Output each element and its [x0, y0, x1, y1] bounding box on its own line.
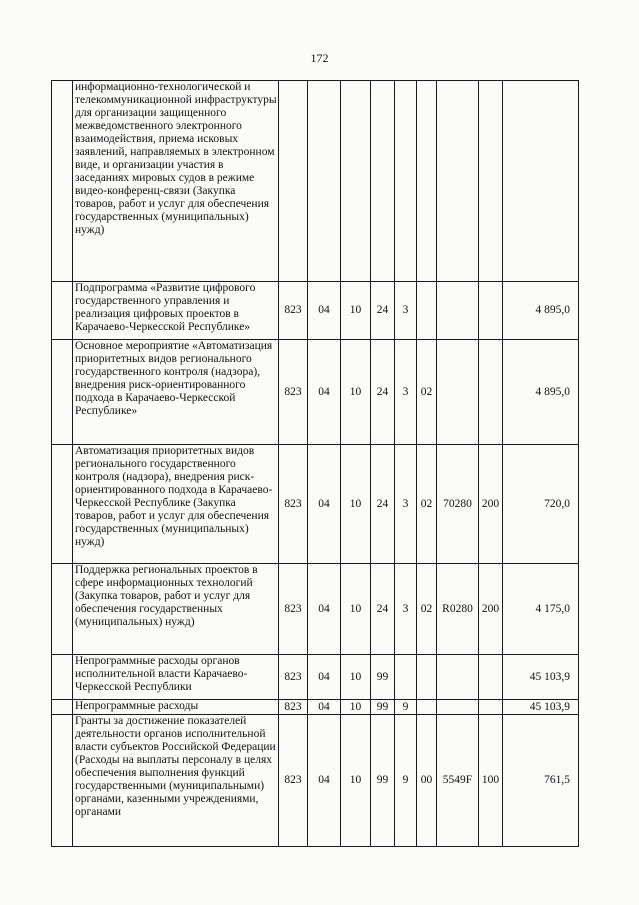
subsection-code-cell: 10 — [341, 715, 371, 847]
item-name-cell: Непрограммные расходы — [73, 700, 279, 715]
row-number-cell — [52, 655, 73, 700]
amount-cell: 761,5 — [503, 715, 579, 847]
budget-table — [51, 80, 579, 847]
subprogram-code-cell: 3 — [395, 340, 417, 445]
expense-type-cell: 200 — [479, 445, 503, 564]
expense-type-cell: 100 — [479, 715, 503, 847]
ministry-code-cell: 823 — [279, 282, 308, 340]
subsection-code-cell: 10 — [341, 340, 371, 445]
subprogram-code-cell: 9 — [395, 700, 417, 715]
expense-type-cell — [479, 655, 503, 700]
subprogram-code-cell: 3 — [395, 445, 417, 564]
table-row — [52, 564, 579, 655]
table-row — [52, 700, 579, 715]
direction-code-cell: 5549F — [437, 715, 479, 847]
section-code-cell: 04 — [308, 715, 341, 847]
event-code-cell — [417, 282, 437, 340]
item-name-cell: Подпрограмма «Развитие цифрового государственного управления и реализация цифровых проектов в Карачаево-Черкесской Республике» — [73, 282, 279, 340]
amount-cell: 45 103,9 — [503, 655, 579, 700]
direction-code-cell: R0280 — [437, 564, 479, 655]
page-number: 172 — [310, 51, 329, 65]
section-code-cell: 04 — [308, 655, 341, 700]
direction-code-cell — [437, 700, 479, 715]
row-number-cell — [52, 340, 73, 445]
subprogram-code-cell: 3 — [395, 282, 417, 340]
direction-code-cell — [437, 340, 479, 445]
program-code-cell: 24 — [371, 340, 395, 445]
program-code-cell: 99 — [371, 655, 395, 700]
program-code-cell — [371, 81, 395, 282]
section-code-cell: 04 — [308, 700, 341, 715]
subsection-code-cell — [341, 81, 371, 282]
program-code-cell: 99 — [371, 715, 395, 847]
event-code-cell: 02 — [417, 445, 437, 564]
amount-cell: 4 895,0 — [503, 340, 579, 445]
ministry-code-cell: 823 — [279, 340, 308, 445]
direction-code-cell — [437, 81, 479, 282]
item-name-cell: Поддержка региональных проектов в сфере информационных технологий (Закупка товаров, работ и услуг для обеспечения государственных (муниципальных) нужд) — [73, 564, 279, 655]
program-code-cell: 24 — [371, 564, 395, 655]
subprogram-code-cell — [395, 655, 417, 700]
table-row — [52, 445, 579, 564]
program-code-cell: 24 — [371, 445, 395, 564]
row-number-cell — [52, 700, 73, 715]
direction-code-cell — [437, 655, 479, 700]
section-code-cell: 04 — [308, 282, 341, 340]
section-code-cell — [308, 81, 341, 282]
subprogram-code-cell: 9 — [395, 715, 417, 847]
expense-type-cell: 200 — [479, 564, 503, 655]
subsection-code-cell: 10 — [341, 700, 371, 715]
program-code-cell: 99 — [371, 700, 395, 715]
subsection-code-cell: 10 — [341, 445, 371, 564]
row-number-cell — [52, 81, 73, 282]
table-row — [52, 81, 579, 282]
subsection-code-cell: 10 — [341, 655, 371, 700]
amount-cell: 720,0 — [503, 445, 579, 564]
row-number-cell — [52, 715, 73, 847]
item-name-cell: информационно-технологической и телекоммуникационной инфраструктуры для организации защищенного межведомственного электронного взаимодействия, приема исковых заявлений, направляемых в электронном виде, и организации участия в заседаниях мировых судов в режиме видео-конференц-связи (Закупка товаров, работ и услуг для обеспечения государственных (муниципальных) нужд) — [73, 81, 279, 282]
section-code-cell: 04 — [308, 445, 341, 564]
ministry-code-cell — [279, 81, 308, 282]
direction-code-cell — [437, 282, 479, 340]
section-code-cell: 04 — [308, 340, 341, 445]
ministry-code-cell: 823 — [279, 655, 308, 700]
event-code-cell: 02 — [417, 340, 437, 445]
expense-type-cell — [479, 282, 503, 340]
ministry-code-cell: 823 — [279, 564, 308, 655]
item-name-cell: Основное мероприятие «Автоматизация приоритетных видов регионального государственного контроля (надзора), внедрения риск-ориентированного подхода в Карачаево-Черкесской Республике» — [73, 340, 279, 445]
direction-code-cell: 70280 — [437, 445, 479, 564]
subprogram-code-cell — [395, 81, 417, 282]
item-name-cell: Гранты за достижение показателей деятельности органов исполнительной власти субъектов Российской Федерации (Расходы на выплаты персоналу в целях обеспечения выполнения функций государственными (муниципальными) органами, казенными учреждениями, органами — [73, 715, 279, 847]
subprogram-code-cell: 3 — [395, 564, 417, 655]
event-code-cell: 02 — [417, 564, 437, 655]
ministry-code-cell: 823 — [279, 445, 308, 564]
row-number-cell — [52, 445, 73, 564]
section-code-cell: 04 — [308, 564, 341, 655]
amount-cell: 45 103,9 — [503, 700, 579, 715]
event-code-cell — [417, 700, 437, 715]
item-name-cell: Непрограммные расходы органов исполнительной власти Карачаево-Черкесской Республики — [73, 655, 279, 700]
event-code-cell — [417, 655, 437, 700]
expense-type-cell — [479, 340, 503, 445]
expense-type-cell — [479, 81, 503, 282]
ministry-code-cell: 823 — [279, 700, 308, 715]
event-code-cell: 00 — [417, 715, 437, 847]
row-number-cell — [52, 564, 73, 655]
subsection-code-cell: 10 — [341, 564, 371, 655]
table-row — [52, 715, 579, 847]
item-name-cell: Автоматизация приоритетных видов регионального государственного контроля (надзора), внедрения риск-ориентированного подхода в Карачаево-Черкесской Республике (Закупка товаров, работ и услуг для обеспечения государственных (муниципальных) нужд) — [73, 445, 279, 564]
amount-cell — [503, 81, 579, 282]
table-row — [52, 282, 579, 340]
amount-cell: 4 895,0 — [503, 282, 579, 340]
expense-type-cell — [479, 700, 503, 715]
subsection-code-cell: 10 — [341, 282, 371, 340]
ministry-code-cell: 823 — [279, 715, 308, 847]
table-row — [52, 655, 579, 700]
amount-cell: 4 175,0 — [503, 564, 579, 655]
table-row — [52, 340, 579, 445]
row-number-cell — [52, 282, 73, 340]
event-code-cell — [417, 81, 437, 282]
program-code-cell: 24 — [371, 282, 395, 340]
